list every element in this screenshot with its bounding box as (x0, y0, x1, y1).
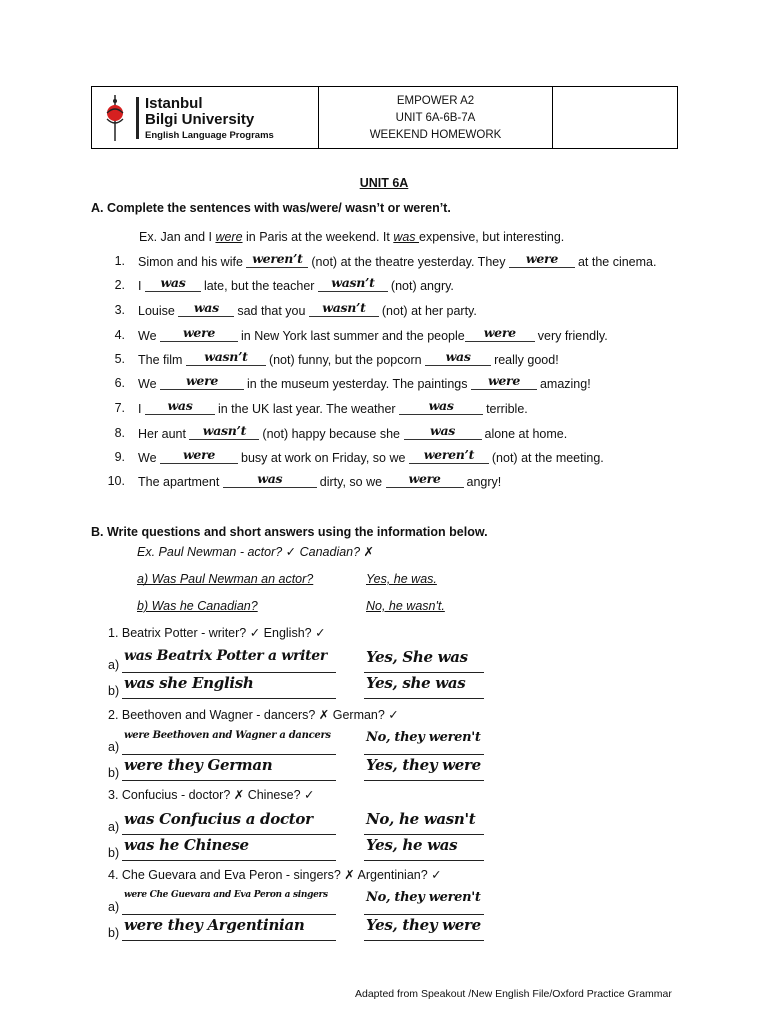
answer-label-b: b) (108, 846, 120, 860)
handwritten-answer: was (430, 423, 455, 438)
header-table (91, 86, 678, 149)
section-b-example-prompt: Ex. Paul Newman - actor? ✓ Canadian? ✗ (137, 545, 375, 559)
question-answer-line[interactable] (122, 758, 336, 781)
short-answer-line[interactable] (364, 650, 484, 673)
question-prompt: 4. Che Guevara and Eva Peron - singers? ✗ Argentinian? ✓ (108, 868, 442, 882)
sentence-text: We (138, 329, 160, 343)
handwritten-question: were Beethoven and Wagner a dancers (124, 730, 331, 741)
handwritten-short-answer: Yes, they were (366, 916, 481, 934)
item-number: 1. (114, 254, 125, 268)
handwritten-answer: were (182, 325, 216, 340)
answer-blank[interactable] (178, 300, 234, 317)
exercise-sentence (138, 325, 608, 343)
logo-text-line1: Istanbul (145, 95, 203, 112)
handwritten-answer: was (193, 300, 219, 315)
example-word-2: was (393, 230, 420, 244)
handwritten-answer: wasn’t (331, 275, 375, 290)
short-answer-line[interactable] (364, 838, 484, 861)
example-question-a: a) Was Paul Newman an actor? (137, 572, 314, 586)
handwritten-answer: were (182, 447, 216, 462)
sentence-text: We (138, 451, 160, 465)
item-number: 9. (114, 450, 125, 464)
sentence-text: busy at work on Friday, so we (241, 451, 409, 465)
answer-blank[interactable] (318, 275, 388, 292)
answer-label-a: a) (108, 900, 120, 914)
sentence-text: dirty, so we (319, 475, 386, 489)
answer-blank[interactable] (425, 349, 491, 366)
item-number: 7. (114, 401, 125, 415)
question-answer-line[interactable] (122, 676, 336, 699)
answer-label-b: b) (108, 766, 120, 780)
handwritten-question: was he Chinese (124, 836, 249, 854)
answer-label-a: a) (108, 740, 120, 754)
example-text-1: Ex. Jan and I (139, 230, 216, 244)
sentence-text: I (138, 402, 145, 416)
answer-blank[interactable] (409, 447, 489, 464)
exercise-sentence (138, 300, 477, 318)
sentence-text: (not) at the meeting. (491, 451, 604, 465)
title-cell (319, 87, 553, 148)
item-number: 6. (114, 376, 125, 390)
question-prompt: 3. Confucius - doctor? ✗ Chinese? ✓ (108, 788, 315, 802)
answer-blank[interactable] (160, 447, 238, 464)
item-number: 4. (114, 328, 125, 342)
sentence-text: angry! (466, 475, 502, 489)
sentence-text: We (138, 377, 160, 391)
sentence-text: Her aunt (138, 427, 190, 441)
footer-credit: Adapted from Speakout /New English File/Oxford Practice Grammar (355, 988, 672, 1000)
exercise-sentence (138, 398, 528, 416)
handwritten-answer: weren’t (252, 251, 303, 266)
answer-blank[interactable] (246, 251, 308, 268)
handwritten-question: were they Argentinian (124, 916, 305, 934)
short-answer-line[interactable] (364, 918, 484, 941)
handwritten-answer: wasn’t (202, 423, 247, 438)
handwritten-short-answer: No, they weren't (366, 730, 481, 745)
sentence-text: terrible. (486, 402, 528, 416)
answer-label-b: b) (108, 926, 120, 940)
exercise-sentence (138, 447, 604, 465)
sentence-text: (not) funny, but the popcorn (268, 353, 426, 367)
sentence-text: in the UK last year. The weather (217, 402, 400, 416)
question-answer-line[interactable] (122, 732, 336, 755)
handwritten-question: was she English (124, 674, 254, 692)
handwritten-answer: were (408, 471, 441, 486)
sentence-text: sad that you (237, 304, 309, 318)
answer-blank[interactable] (160, 325, 238, 342)
handwritten-answer: were (483, 325, 516, 340)
handwritten-answer: were (487, 373, 520, 388)
handwritten-answer: was (160, 275, 186, 290)
handwritten-answer: was (167, 398, 193, 413)
logo-text-line3: English Language Programs (145, 130, 274, 141)
sentence-text: Simon and his wife (138, 255, 247, 269)
answer-blank[interactable] (471, 373, 537, 390)
sentence-text: late, but the teacher (203, 279, 318, 293)
section-a-instruction: A. Complete the sentences with was/were/ wasn’t or weren’t. (91, 201, 451, 215)
item-number: 10. (107, 474, 125, 488)
sentence-text: (not) at the theatre yesterday. They (311, 255, 509, 269)
handwritten-short-answer: Yes, She was (366, 648, 468, 666)
answer-blank[interactable] (186, 349, 266, 366)
handwritten-short-answer: Yes, he was (366, 836, 458, 854)
handwritten-answer: was (257, 471, 283, 486)
unit-range: UNIT 6A-6B-7A (395, 112, 476, 124)
exercise-sentence (138, 373, 591, 391)
handwritten-short-answer: No, he wasn't (366, 810, 476, 828)
sentence-text: alone at home. (484, 427, 568, 441)
question-answer-line[interactable] (122, 838, 336, 861)
exercise-sentence (138, 349, 559, 367)
answer-blank[interactable] (404, 423, 482, 440)
exercise-sentence (138, 423, 568, 441)
homework-title: WEEKEND HOMEWORK (369, 129, 502, 141)
answer-blank[interactable] (145, 275, 201, 292)
question-answer-line[interactable] (122, 650, 336, 673)
question-answer-line[interactable] (122, 918, 336, 941)
example-question-b: b) Was he Canadian? (137, 599, 258, 613)
handwritten-answer: wasn’t (204, 349, 248, 364)
sentence-text: in the museum yesterday. The paintings (247, 377, 471, 391)
exercise-sentence (138, 275, 454, 293)
handwritten-answer: weren’t (423, 447, 475, 462)
answer-blank[interactable] (509, 251, 575, 268)
item-number: 8. (114, 426, 125, 440)
sentence-text: amazing! (539, 377, 591, 391)
question-prompt: 2. Beethoven and Wagner - dancers? ✗ German? ✓ (108, 708, 399, 722)
section-a-example (139, 230, 564, 244)
answer-blank[interactable] (465, 325, 535, 342)
sentence-text: (not) angry. (390, 279, 454, 293)
sentence-text: very friendly. (537, 329, 608, 343)
sentence-text: (not) at her party. (381, 304, 477, 318)
short-answer-line[interactable] (364, 758, 484, 781)
answer-label-a: a) (108, 820, 120, 834)
example-answer-b: No, he wasn't. (366, 599, 445, 613)
sentence-text: really good! (494, 353, 559, 367)
example-text-3: expensive, but interesting. (419, 230, 565, 244)
handwritten-short-answer: No, they weren't (366, 890, 481, 905)
sentence-text: (not) happy because she (262, 427, 404, 441)
unit-title: UNIT 6A (359, 176, 409, 190)
answer-blank[interactable] (189, 423, 259, 440)
handwritten-answer: were (185, 373, 219, 388)
handwritten-question: were they German (124, 756, 273, 774)
sentence-text: in New York last summer and the people (241, 329, 465, 343)
answer-blank[interactable] (399, 398, 483, 415)
sentence-text: at the cinema. (577, 255, 657, 269)
handwritten-question: was Confucius a doctor (124, 810, 313, 828)
sentence-text: I (138, 279, 145, 293)
answer-blank[interactable] (223, 471, 317, 488)
university-logo-icon (102, 93, 128, 143)
answer-label-b: b) (108, 684, 120, 698)
short-answer-line[interactable] (364, 812, 484, 835)
short-answer-line[interactable] (364, 892, 484, 915)
logo-cell (92, 87, 319, 148)
logo-divider (136, 97, 139, 139)
answer-blank[interactable] (145, 398, 215, 415)
handwritten-answer: was (445, 349, 471, 364)
example-word-1: were (215, 230, 243, 244)
exercise-sentence (138, 251, 657, 269)
answer-blank[interactable] (309, 300, 379, 317)
handwritten-short-answer: Yes, they were (366, 756, 481, 774)
short-answer-line[interactable] (364, 732, 484, 755)
answer-blank[interactable] (160, 373, 244, 390)
logo-text-line2: Bilgi University (145, 111, 255, 128)
sentence-text: Louise (138, 304, 179, 318)
answer-blank[interactable] (386, 471, 464, 488)
section-b-instruction: B. Write questions and short answers using the information below. (91, 525, 488, 539)
handwritten-question: were Che Guevara and Eva Peron a singers (124, 890, 328, 900)
handwritten-answer: were (525, 251, 558, 266)
answer-label-a: a) (108, 658, 120, 672)
handwritten-question: was Beatrix Potter a writer (124, 648, 327, 664)
example-text-2: in Paris at the weekend. It (242, 230, 394, 244)
question-answer-line[interactable] (122, 812, 336, 835)
sentence-text: The film (138, 353, 186, 367)
question-prompt: 1. Beatrix Potter - writer? ✓ English? ✓ (108, 626, 326, 640)
handwritten-short-answer: Yes, she was (366, 674, 466, 692)
course-title: EMPOWER A2 (396, 95, 475, 107)
sentence-text: The apartment (138, 475, 223, 489)
exercise-sentence (138, 471, 502, 489)
item-number: 3. (114, 303, 125, 317)
item-number: 2. (114, 278, 125, 292)
question-answer-line[interactable] (122, 892, 336, 915)
handwritten-answer: was (428, 398, 454, 413)
item-number: 5. (114, 352, 125, 366)
short-answer-line[interactable] (364, 676, 484, 699)
example-answer-a: Yes, he was. (366, 572, 437, 586)
handwritten-answer: wasn’t (322, 300, 366, 315)
